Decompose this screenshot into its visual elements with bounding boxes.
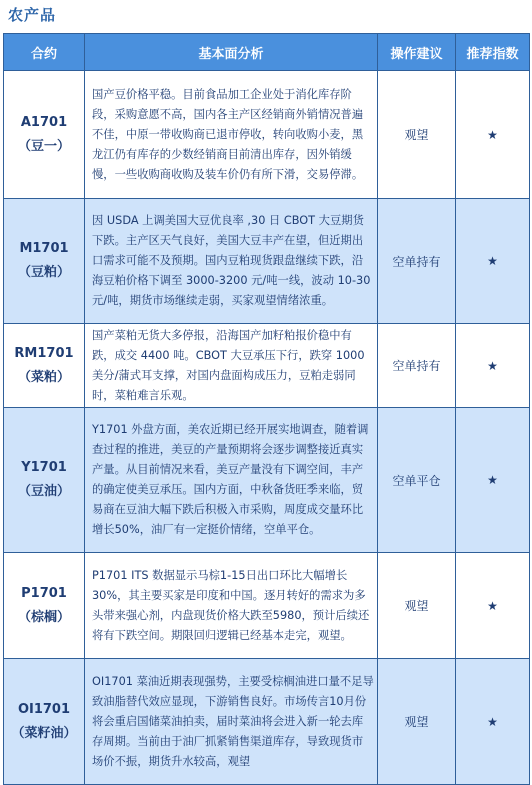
advice-cell: 空单持有	[378, 199, 456, 324]
rating-star-icon: ★	[456, 199, 530, 324]
table-row	[4, 553, 530, 659]
advice-cell: 观望	[378, 553, 456, 659]
header-advice: 操作建议	[378, 34, 456, 71]
contract-name: （豆粕）	[17, 265, 70, 280]
futures-advice-table	[3, 33, 530, 785]
contract-name: （菜粕）	[17, 369, 70, 385]
contract-cell	[4, 199, 85, 324]
contract-cell	[4, 408, 85, 553]
analysis-cell: Y1701 外盘方面，美农近期已经开展实地调查，随着调查过程的推进，美豆的产量预期将会逐步调整接近真实产量。从目前情况来看，美豆产量没有下调空间，丰产的确定使美豆承压。国内方面，中秋备货旺季来临，贸易商在豆油大幅下跌后积极入市采购，周度成交量环比增长50%，油厂有一定挺价情绪，空单平仓。	[85, 408, 378, 553]
contract-name: （豆一）	[17, 138, 70, 154]
contract-cell	[4, 553, 85, 659]
advice-cell: 观望	[378, 71, 456, 199]
table-header-row	[4, 34, 530, 71]
analysis-cell: 因 USDA 上调美国大豆优良率 ,30 日 CBOT 大豆期货下跌。主产区天气良好，美国大豆丰产在望，但近期出口需求可能不及预期。国内豆粕现货跟盘继续下跌，沿海豆粕价格下调至 3000-3200 元/吨一线，波动 10-30 元/吨，期货市场继续走弱，买家观望情绪浓重。	[85, 199, 378, 324]
contract-name: （棕榈）	[17, 609, 70, 625]
table-row	[4, 659, 530, 785]
contract-code: P1701	[21, 585, 67, 601]
advice-cell: 空单持有	[378, 324, 456, 408]
section-title: 农产品	[8, 6, 57, 24]
analysis-cell: 国产菜粕无货大多停报，沿海国产加籽粕报价稳中有跌，成交 4400 吨。CBOT 大豆承压下行，跌穿 1000 美分/蒲式耳支撑，对国内盘面构成压力，豆粕走弱同时，菜粕难言乐观。	[85, 324, 378, 408]
header-analysis: 基本面分析	[85, 34, 378, 71]
contract-cell	[4, 659, 85, 785]
contract-code: Y1701	[21, 460, 67, 475]
advice-cell: 观望	[378, 659, 456, 785]
table-row	[4, 324, 530, 408]
rating-star-icon: ★	[456, 659, 530, 785]
rating-star-icon: ★	[456, 324, 530, 408]
contract-cell	[4, 324, 85, 408]
rating-star-icon: ★	[456, 408, 530, 553]
table-row	[4, 199, 530, 324]
contract-code: M1701	[19, 241, 69, 256]
contract-name: （豆油）	[17, 484, 70, 499]
analysis-cell: P1701 ITS 数据显示马棕1-15日出口环比大幅增长30%，其主要买家是印度和中国。逐月转好的需求为多头带来强心剂，内盘现货价格大跌至5980，预计后续还将有下跌空间。期限回归逻辑已经基本走完，观望。	[85, 553, 378, 659]
rating-star-icon: ★	[456, 553, 530, 659]
table-row	[4, 71, 530, 199]
header-contract: 合约	[4, 34, 85, 71]
analysis-cell: 国产豆价格平稳。目前食品加工企业处于消化库存阶段，采购意愿不高，国内各主产区经销商外销情况普遍不佳，中原一带收购商已退市停收，转向收购小麦，黑龙江仍有库存的少数经销商目前清出库存，因外销缓慢，一些收购商收购及装车价仍有所下滑，交易停滞。	[85, 71, 378, 199]
contract-code: OI1701	[17, 701, 71, 717]
contract-cell	[4, 71, 85, 199]
contract-name: （菜籽油）	[11, 725, 77, 741]
header-rating: 推荐指数	[456, 34, 530, 71]
contract-code: RM1701	[14, 345, 74, 361]
analysis-cell: OI1701 菜油近期表现强势，主要受棕榈油进口量不足导致油脂替代效应显现，下游销售良好。市场传言10月份将会重启国储菜油拍卖，届时菜油将会进入新一轮去库存周期。当前由于油厂抓紧销售渠道库存，导致现货市场价不振，期货升水较高，观望	[85, 659, 378, 785]
advice-cell: 空单平仓	[378, 408, 456, 553]
rating-star-icon: ★	[456, 71, 530, 199]
table-row	[4, 408, 530, 553]
contract-code: A1701	[20, 114, 68, 130]
